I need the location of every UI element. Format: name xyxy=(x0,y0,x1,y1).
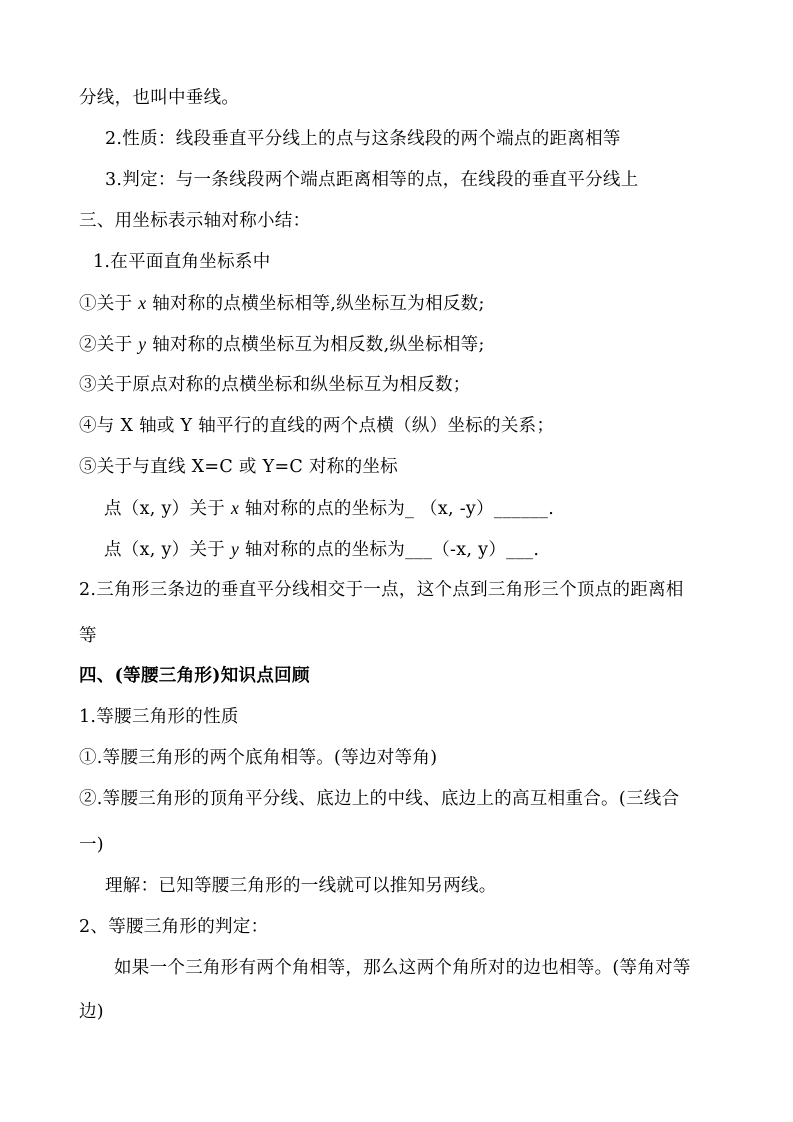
paragraph-equal-angles: 如果一个三角形有两个角相等，那么这两个角所对的边也相等。(等角对等 xyxy=(114,958,691,978)
blank: ___ xyxy=(506,540,534,560)
paragraph-three-lines-cont: 一) xyxy=(79,835,104,855)
text: 轴对称的点的坐标为 xyxy=(239,499,406,519)
paragraph-x-reflection-answer xyxy=(104,496,554,521)
paragraph-perpendicular-bisector: 2.三角形三条边的垂直平分线相交于一点，这个点到三角形三个顶点的距离相 xyxy=(79,580,684,600)
text: 轴对称的点的坐标为 xyxy=(239,540,406,560)
paragraph-isosceles-judgement: 2、等腰三角形的判定： xyxy=(79,917,269,937)
text: 轴对称的点横坐标相等,纵坐标互为相反数; xyxy=(146,294,485,314)
paragraph-property: 2.性质：线段垂直平分线上的点与这条线段的两个端点的距离相等 xyxy=(105,129,621,149)
text: ②关于 xyxy=(79,335,139,355)
section-heading-4: 四、(等腰三角形)知识点回顾 xyxy=(79,666,310,686)
variable-y: y xyxy=(230,539,240,559)
answer: （x, -y） xyxy=(420,499,494,519)
blank: ______ xyxy=(493,499,549,519)
blank: _ xyxy=(405,499,421,519)
paragraph-judgement: 3.判定：与一条线段两个端点距离相等的点，在线段的垂直平分线上 xyxy=(105,170,639,190)
text: . xyxy=(548,499,555,519)
variable-y: y xyxy=(138,334,147,354)
paragraph-parallel-lines: ④与 X 轴或 Y 轴平行的直线的两个点横（纵）坐标的关系； xyxy=(79,416,555,436)
paragraph-1: 分线，也叫中垂线。 xyxy=(79,88,240,108)
paragraph-perpendicular-bisector-cont: 等 xyxy=(79,626,97,646)
text: 轴对称的点横坐标互为相反数,纵坐标相等; xyxy=(146,335,485,355)
answer: （-x, y） xyxy=(432,540,507,560)
paragraph-origin-symmetry: ③关于原点对称的点横坐标和纵坐标互为相反数； xyxy=(79,375,471,395)
paragraph-y-reflection-answer xyxy=(104,537,539,562)
paragraph-three-lines: ②.等腰三角形的顶角平分线、底边上的中线、底边上的高互相重合。(三线合 xyxy=(79,789,680,809)
paragraph-x-axis-symmetry xyxy=(79,291,485,316)
paragraph-coordinate-system: 1.在平面直角坐标系中 xyxy=(93,252,271,272)
text: . xyxy=(533,540,540,560)
variable-x: x xyxy=(230,498,240,518)
paragraph-equal-angles-cont: 边) xyxy=(79,1002,104,1022)
paragraph-y-axis-symmetry xyxy=(79,332,485,357)
blank: ___ xyxy=(405,540,433,560)
paragraph-isosceles-properties: 1.等腰三角形的性质 xyxy=(79,707,239,727)
variable-x: x xyxy=(138,293,147,313)
text: ①关于 xyxy=(79,294,139,314)
paragraph-line-symmetry: ⑤关于与直线 X=C 或 Y=C 对称的坐标 xyxy=(79,457,398,477)
paragraph-understanding: 理解：已知等腰三角形的一线就可以推知另两线。 xyxy=(105,876,497,896)
text: 点（x, y）关于 xyxy=(104,540,231,560)
section-heading-3: 三、用坐标表示轴对称小结： xyxy=(79,211,311,231)
paragraph-base-angles: ①.等腰三角形的两个底角相等。(等边对等角) xyxy=(79,748,438,768)
text: 点（x, y）关于 xyxy=(104,499,231,519)
